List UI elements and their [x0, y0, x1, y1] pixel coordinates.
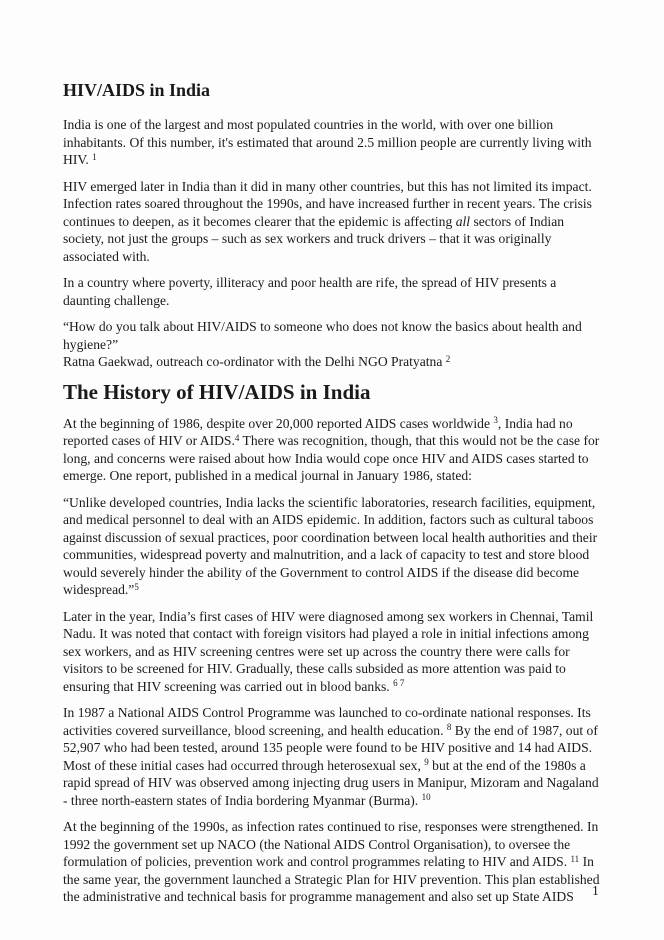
footnote-marker: 2 [445, 353, 451, 364]
footnote-marker: 6 7 [393, 678, 405, 688]
quote-paragraph: “How do you talk about HIV/AIDS to someone who does not know the basics about health and hygiene?” Ratna Gaekwad, outreach co-ordinator with the Delhi NGO Pratyatna $^2$ [63, 319, 582, 369]
footnote-marker: 5 [134, 581, 139, 592]
footnote-marker: 3 [493, 415, 498, 425]
naco-1990s-paragraph: At the beginning of the 1990s, as infection rates continued to rise, responses were strengthened. In 1992 the government set up NACO (the National AIDS Control Organisation), to oversee the formulation of policies, prevention work and control programmes relating to HIV and AIDS. $^{11}$ In the same year, the government launched a Strategic Plan for HIV prevention. This plan established the administrative and technical basis for programme management and also set up State AIDS [63, 819, 600, 904]
report-quote-paragraph: “Unlike developed countries, India lacks the scientific laboratories, research facilities, equipment, and medical personnel to deal with an AIDS epidemic. In addition, factors such as cultural taboos against discussion of sexual practices, poor coordination between local health authorities and their communities, widespread poverty and malnutrition, and a lack of capacity to test and store blood would severely hinder the ability of the Government to control AIDS if the disease did become widespread.”$^5$ [63, 494, 598, 597]
impact-paragraph: HIV emerged later in India than it did in many other countries, but this has not limited its impact. Infection rates soared throughout the 1990s, and have increased further in recent years. The crisis continues to deepen, as it becomes clearer that the epidemic is affecting all sectors of Indian society, not just the groups – such as sex workers and truck drivers – that it was originally associated with. [63, 178, 592, 264]
emphasized-text: all [455, 213, 471, 229]
page-number: 1 [592, 883, 599, 898]
document-content [63, 80, 604, 915]
challenge-paragraph: In a country where poverty, illiteracy and poor health are rife, the spread of HIV presents a daunting challenge. [63, 275, 557, 308]
history-section-heading: The History of HIV/AIDS in India [63, 379, 371, 404]
document-title: HIV/AIDS in India [63, 80, 211, 100]
intro-paragraph: India is one of the largest and most populated countries in the world, with over one billion inhabitants. Of this number, it's estimated that around 2.5 million people are currently living with HIV. $^1$ [63, 117, 592, 167]
footnote-marker: 9 [424, 757, 429, 767]
first-cases-paragraph: Later in the year, India’s first cases of HIV were diagnosed among sex workers in Chennai, Tamil Nadu. It was noted that contact with foreign visitors had played a role in initial infections among sex workers, and as HIV screening centres were set up across the country there were calls for visitors to be screened for HIV. Gradually, these calls subsided as more attention was paid to ensuring that HIV screening was carried out in blood banks. $^{6 7}$ [63, 608, 594, 694]
footnote-marker: 8 [446, 722, 452, 732]
history-1986-paragraph: At the beginning of 1986, despite over 20,000 reported AIDS cases worldwide $^3$, India had no reported cases of HIV or AIDS.$^4$ There was recognition, though, that this would not be the case for long, and concerns were raised about how India would cope once HIV and AIDS cases started to emerge. One report, published in a medical journal in January 1986, stated: [63, 415, 600, 483]
footnote-marker: 11 [570, 853, 580, 864]
programme-1987-paragraph: In 1987 a National AIDS Control Programme was launched to co-ordinate national responses. Its activities covered surveillance, blood screening, and health education. $^8$ By the end of 1987, out of 52,907 who had been tested, around 135 people were found to be HIV positive and 14 had AIDS. Most of these initial cases had occurred through heterosexual sex, $^9$ but at the end of the 1980s a rapid spread of HIV was observed among injecting drug users in Manipur, Mizoram and Nagaland - three north-eastern states of India bordering Myanmar (Burma). $^{10}$ [63, 705, 599, 808]
footnote-marker: 1 [92, 151, 97, 162]
footnote-marker: 4 [234, 432, 240, 443]
footnote-marker: 10 [421, 792, 431, 802]
